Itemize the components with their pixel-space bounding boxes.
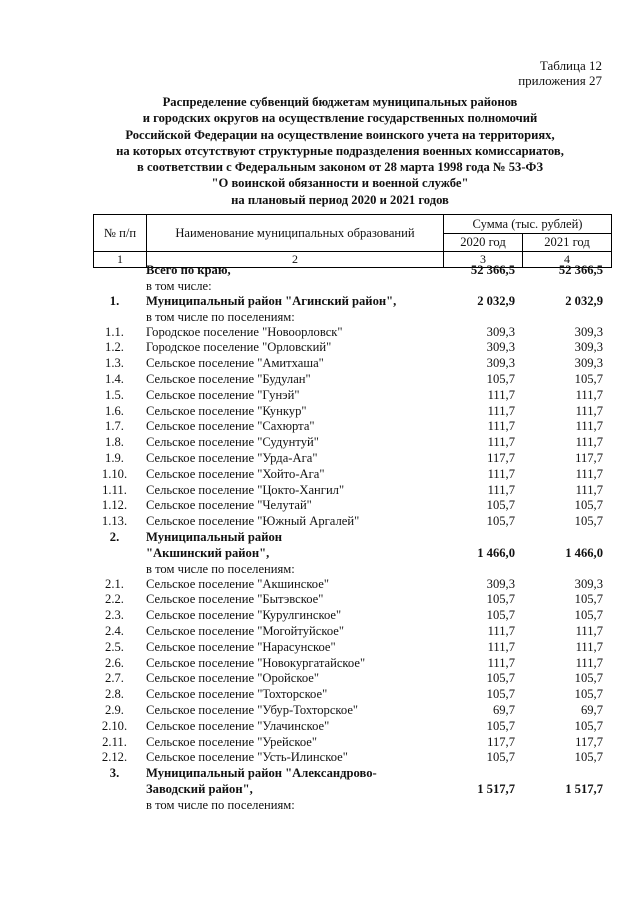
settlement-2020: 105,7	[486, 687, 515, 702]
settlement-name: Сельское поселение "Хойто-Ага"	[146, 466, 325, 481]
district-subheading: в том числе по поселениям:	[146, 309, 295, 324]
settlement-2021: 111,7	[575, 419, 603, 434]
title-line: на плановый период 2020 и 2021 годов	[231, 192, 449, 207]
header-col-name: Наименование муниципальных образований	[147, 215, 444, 252]
district-row-continued	[93, 546, 611, 562]
district-row	[93, 294, 611, 310]
settlement-number: 2.11.	[102, 734, 127, 749]
settlement-2021: 105,7	[574, 718, 603, 733]
settlement-2021: 105,7	[574, 750, 603, 765]
settlement-name: Сельское поселение "Усть-Илинское"	[146, 750, 348, 765]
settlement-number: 2.10.	[101, 718, 128, 733]
settlement-2020: 111,7	[487, 403, 515, 418]
settlement-number: 1.7.	[105, 419, 124, 434]
header-col-2020: 2020 год	[444, 234, 523, 252]
settlement-2021: 309,3	[574, 324, 603, 339]
district-2020: 1 517,7	[477, 781, 515, 796]
total-row	[93, 263, 611, 279]
total-label: Всего по краю,	[146, 263, 231, 277]
title-line: и городских округов на осуществление государственных полномочий	[142, 111, 538, 126]
settlement-name: Сельское поселение "Гунэй"	[146, 387, 300, 402]
settlement-2021: 111,7	[575, 639, 603, 654]
settlement-name: Сельское поселение "Урда-Ага"	[146, 450, 318, 465]
document-title	[70, 94, 610, 208]
table-header	[93, 214, 612, 268]
settlement-2020: 105,7	[486, 592, 515, 607]
district-name: Заводский район",	[146, 781, 253, 796]
settlement-name: Сельское поселение "Сахюрта"	[146, 419, 315, 434]
settlement-number: 1.5.	[105, 387, 124, 402]
total-2020: 52 366,5	[470, 263, 515, 277]
settlement-2021: 105,7	[574, 687, 603, 702]
settlement-2020: 105,7	[486, 514, 515, 529]
settlement-2020: 111,7	[487, 419, 515, 434]
settlement-2021: 117,7	[575, 734, 603, 749]
district-number: 2.	[109, 529, 120, 544]
settlement-row	[93, 451, 611, 467]
settlement-number: 1.12.	[101, 498, 128, 513]
settlement-name: Сельское поселение "Бытэвское"	[146, 592, 324, 607]
settlement-row	[93, 608, 611, 624]
title-line: Распределение субвенций бюджетам муниципальных районов	[162, 95, 518, 109]
district-name: "Акшинский район",	[146, 545, 270, 560]
header-col-2021: 2021 год	[523, 234, 612, 252]
settlement-name: Сельское поселение "Урейское"	[146, 734, 318, 749]
district-number: 3.	[109, 766, 120, 781]
settlement-row	[93, 435, 611, 451]
settlement-row	[93, 656, 611, 672]
settlement-2021: 105,7	[574, 371, 603, 386]
settlement-2020: 309,3	[486, 340, 515, 355]
settlement-2020: 105,7	[486, 371, 515, 386]
district-name: Муниципальный район "Александрово-	[146, 766, 377, 781]
settlement-2020: 111,7	[487, 387, 515, 402]
settlement-2021: 105,7	[574, 671, 603, 686]
settlement-2020: 309,3	[486, 356, 515, 371]
district-name: Муниципальный район "Агинский район",	[146, 293, 397, 308]
settlement-row	[93, 372, 611, 388]
settlement-row	[93, 388, 611, 404]
header-index-4: 4	[523, 252, 612, 268]
settlement-row	[93, 719, 611, 735]
settlement-2021: 105,7	[574, 514, 603, 529]
settlement-name: Сельское поселение "Улачинское"	[146, 718, 330, 733]
settlement-row	[93, 325, 611, 341]
settlement-name: Сельское поселение "Курулгинское"	[146, 608, 342, 623]
settlement-number: 1.13.	[101, 514, 128, 529]
settlement-2020: 111,7	[487, 639, 515, 654]
settlement-number: 2.2.	[105, 592, 124, 607]
settlement-2020: 111,7	[487, 623, 515, 638]
settlement-row	[93, 356, 611, 372]
settlement-2020: 105,7	[486, 750, 515, 765]
settlement-name: Сельское поселение "Акшинское"	[146, 576, 329, 591]
settlement-number: 2.3.	[105, 608, 124, 623]
settlement-row	[93, 514, 611, 530]
settlement-number: 1.6.	[105, 403, 124, 418]
settlement-row	[93, 483, 611, 499]
district-2021: 1 466,0	[565, 545, 603, 560]
settlement-2021: 105,7	[574, 592, 603, 607]
settlement-name: Сельское поселение "Нарасунское"	[146, 639, 336, 654]
settlement-2020: 117,7	[487, 450, 515, 465]
district-row	[93, 766, 611, 782]
title-line: "О воинской обязанности и военной службе"	[211, 176, 469, 191]
settlement-name: Городское поселение "Новоорловск"	[146, 324, 343, 339]
settlement-2021: 111,7	[575, 403, 603, 418]
table-body	[93, 263, 611, 813]
settlement-name: Сельское поселение "Могойтуйское"	[146, 623, 345, 638]
settlement-number: 2.5.	[105, 639, 124, 654]
settlement-2020: 105,7	[486, 608, 515, 623]
total-subheading: в том числе:	[146, 278, 212, 293]
title-line: Российской Федерации на осуществление воинского учета на территориях,	[125, 127, 555, 142]
title-line: в соответствии с Федеральным законом от 28 марта 1998 года № 53-ФЗ	[137, 160, 543, 175]
settlement-number: 1.1.	[105, 324, 124, 339]
district-subheading: в том числе по поселениям:	[146, 797, 295, 812]
header-index-1: 1	[94, 252, 147, 268]
settlement-name: Сельское поселение "Цокто-Хангил"	[146, 482, 345, 497]
settlement-name: Сельское поселение "Судунтуй"	[146, 435, 319, 450]
title-line: на которых отсутствуют структурные подразделения военных комиссариатов,	[116, 143, 564, 158]
settlement-number: 1.10.	[101, 466, 128, 481]
settlement-number: 1.11.	[102, 482, 127, 497]
settlement-2020: 69,7	[492, 702, 515, 717]
settlement-name: Сельское поселение "Убур-Тохторское"	[146, 702, 359, 717]
settlement-number: 1.4.	[105, 371, 124, 386]
settlement-number: 2.6.	[105, 655, 124, 670]
settlement-2021: 117,7	[575, 450, 603, 465]
settlement-row	[93, 340, 611, 356]
settlement-2021: 309,3	[574, 576, 603, 591]
appendix-number: приложения 27	[518, 73, 602, 88]
settlement-name: Сельское поселение "Тохторское"	[146, 687, 328, 702]
settlement-2021: 105,7	[574, 608, 603, 623]
settlement-2021: 309,3	[574, 356, 603, 371]
settlement-name: Сельское поселение "Челутай"	[146, 498, 312, 513]
settlement-row	[93, 703, 611, 719]
settlement-2021: 309,3	[574, 340, 603, 355]
total-2021: 52 366,5	[558, 263, 603, 277]
settlement-number: 2.9.	[105, 702, 124, 717]
settlement-number: 1.2.	[105, 340, 124, 355]
header-index-3: 3	[444, 252, 523, 268]
settlement-2020: 309,3	[486, 324, 515, 339]
settlement-name: Городское поселение "Орловский"	[146, 340, 332, 355]
settlement-row	[93, 467, 611, 483]
settlement-number: 2.1.	[105, 576, 124, 591]
district-row-continued	[93, 782, 611, 798]
settlement-2021: 111,7	[575, 435, 603, 450]
settlement-2020: 105,7	[486, 671, 515, 686]
settlement-row	[93, 498, 611, 514]
settlement-number: 1.3.	[105, 356, 124, 371]
settlement-list	[93, 577, 611, 767]
settlement-row	[93, 735, 611, 751]
district-2020: 1 466,0	[477, 545, 515, 560]
district-2021: 1 517,7	[565, 781, 603, 796]
settlement-name: Сельское поселение "Кункур"	[146, 403, 307, 418]
settlement-name: Сельское поселение "Оройское"	[146, 671, 320, 686]
header-col-number: № п/п	[94, 215, 147, 252]
settlement-name: Сельское поселение "Южный Аргалей"	[146, 514, 360, 529]
settlement-row	[93, 577, 611, 593]
settlement-2020: 111,7	[487, 466, 515, 481]
settlement-2021: 111,7	[575, 387, 603, 402]
settlement-2021: 111,7	[575, 482, 603, 497]
settlement-2020: 111,7	[487, 655, 515, 670]
settlement-2020: 117,7	[487, 734, 515, 749]
settlement-2021: 111,7	[575, 655, 603, 670]
settlement-2021: 105,7	[574, 498, 603, 513]
settlement-row	[93, 404, 611, 420]
header-index-2: 2	[147, 252, 444, 268]
district-number: 1.	[109, 293, 120, 308]
settlement-name: Сельское поселение "Будулан"	[146, 371, 311, 386]
district-subheading: в том числе по поселениям:	[146, 561, 295, 576]
settlement-2020: 111,7	[487, 435, 515, 450]
district-name: Муниципальный район	[146, 529, 283, 544]
settlement-2021: 111,7	[575, 623, 603, 638]
settlement-row	[93, 592, 611, 608]
settlement-number: 2.12.	[101, 750, 128, 765]
settlement-row	[93, 640, 611, 656]
settlement-name: Сельское поселение "Амитхаша"	[146, 356, 324, 371]
settlement-2020: 105,7	[486, 498, 515, 513]
district-2021: 2 032,9	[565, 293, 603, 308]
settlement-row	[93, 419, 611, 435]
settlement-name: Сельское поселение "Новокургатайское"	[146, 655, 366, 670]
settlement-row	[93, 624, 611, 640]
settlement-row	[93, 671, 611, 687]
settlement-2021: 111,7	[575, 466, 603, 481]
settlement-list	[93, 325, 611, 530]
district-row	[93, 530, 611, 546]
settlement-number: 1.8.	[105, 435, 124, 450]
table-reference	[518, 58, 602, 88]
settlement-number: 2.7.	[105, 671, 124, 686]
district-2020: 2 032,9	[477, 293, 515, 308]
settlement-2020: 111,7	[487, 482, 515, 497]
settlement-2021: 69,7	[580, 702, 603, 717]
table-number: Таблица 12	[539, 58, 602, 73]
settlement-number: 2.8.	[105, 687, 124, 702]
header-col-sum: Сумма (тыс. рублей)	[444, 215, 612, 234]
settlement-row	[93, 687, 611, 703]
settlement-row	[93, 750, 611, 766]
settlement-2020: 105,7	[486, 718, 515, 733]
settlement-2020: 309,3	[486, 576, 515, 591]
settlement-number: 1.9.	[105, 450, 124, 465]
settlement-number: 2.4.	[105, 623, 124, 638]
